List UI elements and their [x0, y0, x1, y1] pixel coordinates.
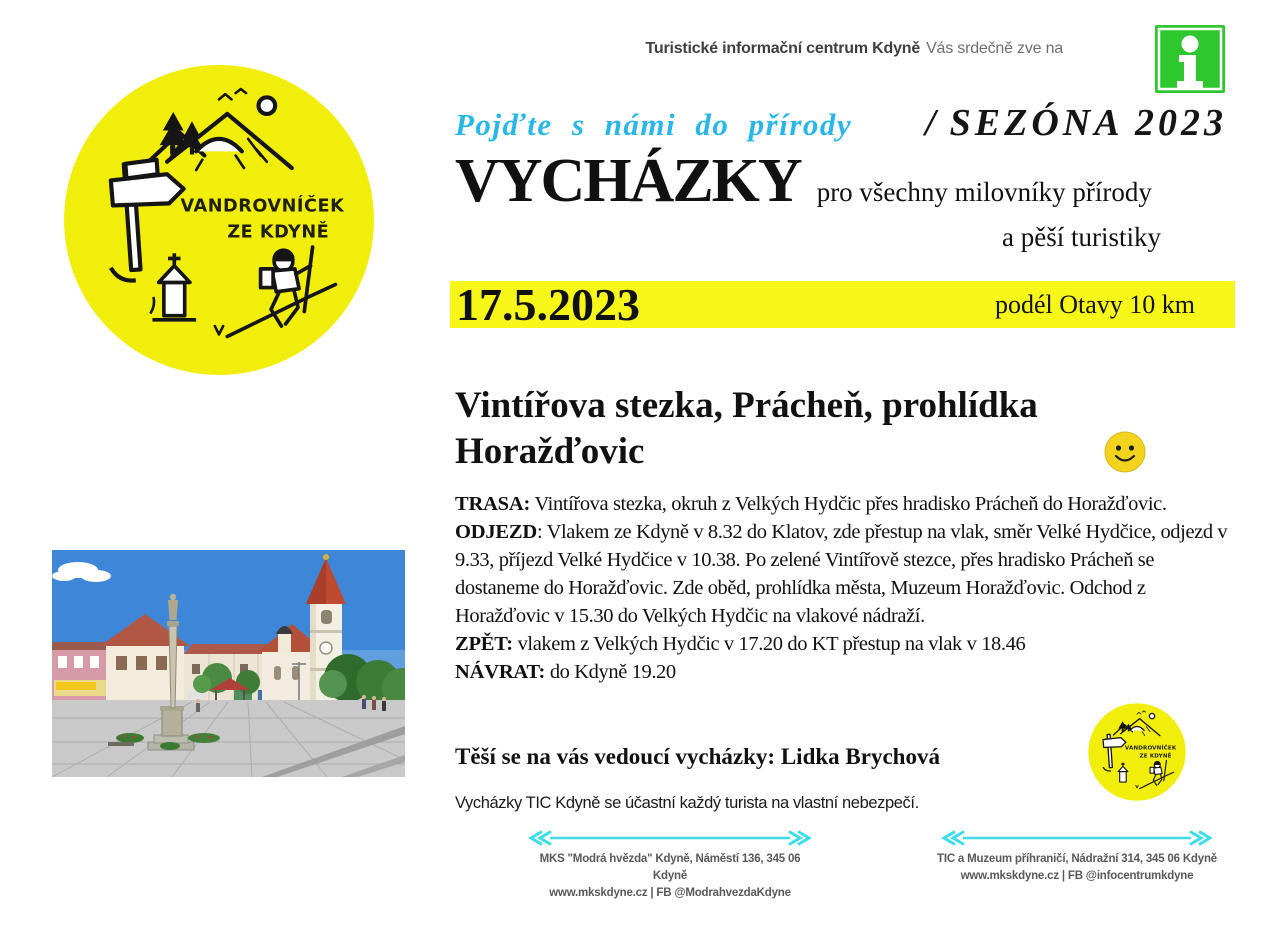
event-details: [455, 490, 1240, 686]
footer-mks-web: www.mkskdyne.cz | FB @ModrahvezdaKdyne: [549, 887, 791, 899]
detail-label: ZPĚT:: [455, 633, 513, 655]
detail-label: NÁVRAT:: [455, 661, 546, 683]
logo-subtitle: ZE KDYNĚ: [227, 222, 330, 243]
event-date: 17.5.2023: [456, 278, 640, 330]
heading-sub2: a pěší turistiky: [1002, 222, 1161, 252]
vandrovnicek-logo-small: [1088, 703, 1186, 806]
header-invite-text: Vás srdečně zve na: [926, 40, 1063, 57]
town-square-photo: [52, 550, 405, 782]
svg-text:VANDROVNÍČEK: VANDROVNÍČEK: [1124, 745, 1177, 752]
double-arrow-right: [941, 830, 1213, 846]
disclaimer-line: Vycházky TIC Kdyně se účastní každý turista na vlastní nebezpečí.: [455, 794, 919, 812]
main-heading: [455, 147, 1161, 253]
smiley-icon: [1104, 431, 1146, 478]
header-organization: Turistické informační centrum Kdyně: [645, 40, 921, 57]
info-icon: [1155, 25, 1225, 98]
season-label: / SEZÓNA 2023: [925, 102, 1227, 144]
detail-zpet: ZPĚT: vlakem z Velkých Hydčic v 17.20 do KT přestup na vlak v 18.46: [455, 633, 1026, 655]
footer-mks-block: [528, 851, 812, 902]
tagline-slash: /: [925, 102, 936, 144]
detail-label: TRASA:: [455, 493, 531, 515]
detail-odjezd: ODJEZD: Vlakem ze Kdyně v 8.32 do Klatov, zde přestup na vlak, směr Velké Hydčice, odjezd v 9.33, příjezd Velké Hydčice v 10.38. Po zelené Vintířově stezce, přes hradisko Prácheň se dostaneme do Horažďovic. Zde oběd, prohlídka města, Muzeum Horažďovic. Odchod z Horažďovic v 15.30 do Velkých Hydčic na vlakové nádraží.: [455, 521, 1228, 627]
leader-line: Těší se na vás vedoucí vycházky: Lidka Brychová: [455, 744, 940, 769]
vandrovnicek-logo-large: [63, 64, 375, 381]
header-invitation: [646, 40, 1064, 58]
event-title-line2: Horažďovic: [455, 431, 645, 472]
footer-tic-address: TIC a Muzeum příhraničí, Nádražní 314, 345 06 Kdyně: [937, 853, 1217, 865]
event-date-bar: [450, 278, 1235, 330]
detail-navrat: NÁVRAT: do Kdyně 19.20: [455, 661, 676, 683]
event-route: podél Otavy 10 km: [994, 289, 1195, 319]
footer-mks-address: MKS "Modrá hvězda" Kdyně, Náměstí 136, 345 06 Kdyně: [539, 853, 801, 882]
event-title-line1: Vintířova stezka, Prácheň, prohlídka: [455, 385, 1038, 426]
svg-text:ZE KDYNĚ: ZE KDYNĚ: [1139, 753, 1172, 760]
tagline-text: Pojďte s námi do přírody: [455, 107, 853, 142]
heading-big: VYCHÁZKY: [455, 147, 801, 215]
tagline-row: [455, 101, 1227, 145]
double-arrow-left: [528, 830, 812, 846]
logo-title: VANDROVNÍČEK: [180, 196, 345, 217]
footer-tic-web: www.mkskdyne.cz | FB @infocentrumkdyne: [960, 870, 1194, 882]
event-title: [455, 383, 1155, 475]
footer-tic-block: [935, 851, 1219, 885]
detail-trasa: TRASA: Vintířova stezka, okruh z Velkých Hydčic přes hradisko Prácheň do Horažďovic.: [455, 493, 1167, 515]
detail-label: ODJEZD: [455, 521, 537, 543]
heading-sub1: pro všechny milovníky přírody: [816, 177, 1152, 207]
